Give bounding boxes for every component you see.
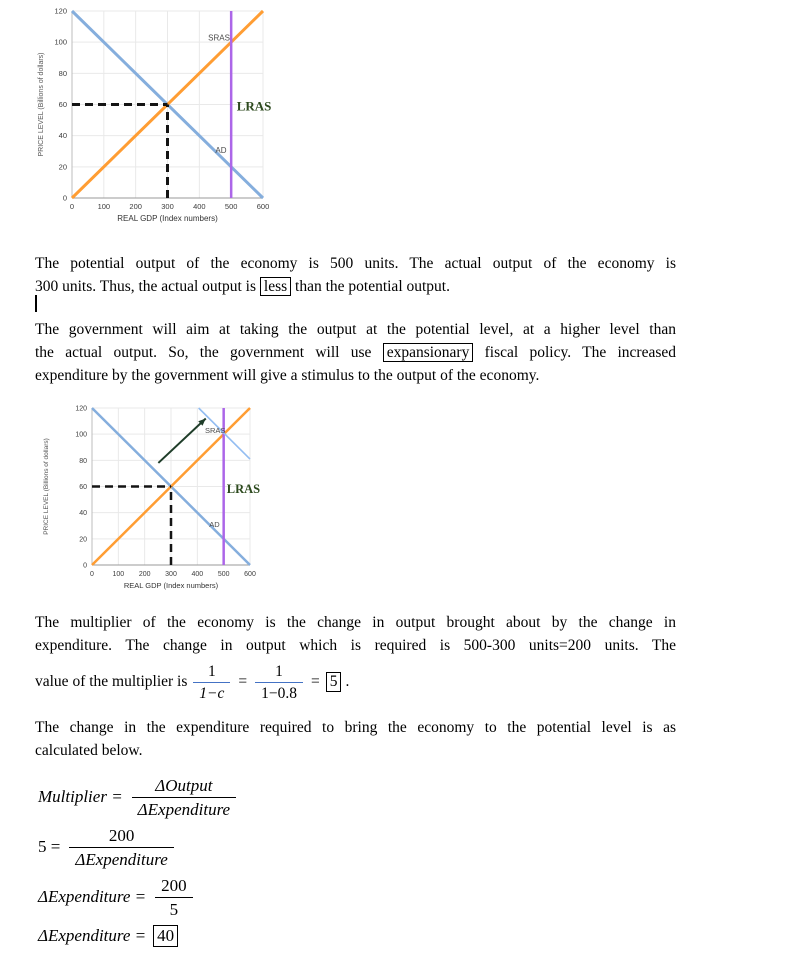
fraction-numerator: 200 — [155, 875, 193, 898]
equals-sign: = — [310, 673, 320, 690]
fraction-output-over-expenditure — [132, 775, 236, 820]
fraction-numerator: 200 — [69, 825, 173, 848]
svg-text:400: 400 — [191, 571, 204, 578]
formula-expenditure-result — [38, 924, 238, 948]
svg-text:SRAS: SRAS — [205, 425, 226, 435]
formula-multiplier-definition — [38, 774, 238, 820]
fraction-numerator: ΔOutput — [132, 775, 236, 798]
svg-text:100: 100 — [112, 571, 125, 578]
text-segment: than the potential output. — [291, 278, 450, 295]
svg-text:300: 300 — [165, 571, 177, 578]
paragraph-potential-output — [35, 252, 676, 298]
svg-text:REAL GDP (Index numbers): REAL GDP (Index numbers) — [117, 214, 218, 223]
fraction-denominator: 1−0.8 — [261, 684, 297, 702]
fraction-numerator: 1 — [255, 662, 303, 683]
text-line — [35, 341, 676, 364]
text-line: The multiplier of the economy is the change in output brought about by the change in — [35, 614, 676, 631]
answer-box-less[interactable]: less — [260, 277, 291, 296]
fraction-200-over-expenditure — [69, 825, 173, 870]
fraction-denominator: ΔExpenditure — [75, 849, 168, 869]
svg-text:500: 500 — [217, 571, 230, 578]
svg-text:600: 600 — [256, 202, 270, 211]
svg-text:SRAS: SRAS — [208, 33, 230, 43]
text-line — [35, 275, 676, 298]
svg-text:40: 40 — [79, 510, 87, 518]
text-segment: value of the multiplier is — [35, 673, 192, 690]
text-line: The government will aim at taking the output at the potential level, at a higher level than — [35, 321, 676, 338]
svg-text:PRICE LEVEL (Billions of dolla: PRICE LEVEL (Billions of dollars) — [38, 52, 45, 157]
answer-box-expansionary[interactable]: expansionary — [383, 343, 474, 362]
svg-text:AD: AD — [215, 145, 227, 155]
formula-lhs: ΔExpenditure = — [38, 887, 147, 906]
svg-text:120: 120 — [54, 6, 67, 16]
fraction-one-over-1-minus-c — [193, 662, 230, 703]
svg-text:0: 0 — [62, 193, 67, 203]
formula-lhs: 5 = — [38, 837, 61, 856]
text-segment: the actual output. So, the government will use — [35, 344, 383, 361]
svg-text:20: 20 — [79, 536, 87, 544]
answer-box-expenditure-value[interactable]: 40 — [153, 925, 178, 947]
ad-as-chart-after-policy — [40, 398, 303, 595]
text-cursor — [35, 295, 37, 312]
svg-text:0: 0 — [69, 202, 75, 211]
equals-sign: = — [238, 673, 248, 690]
svg-text:600: 600 — [244, 571, 256, 578]
paragraph-fiscal-policy — [35, 318, 676, 387]
svg-text:0: 0 — [83, 562, 87, 570]
svg-text:200: 200 — [138, 571, 151, 578]
multiplier-equation-line — [35, 660, 676, 704]
fraction-numerator: 1 — [193, 662, 230, 683]
paragraph-expenditure-change — [35, 716, 676, 762]
text-line: The potential output of the economy is 500 units. The actual output of the economy is — [35, 255, 676, 272]
text-segment: 300 units. Thus, the actual output is — [35, 278, 260, 295]
text-line: expenditure. The change in output which is required is 500-300 units=200 units. The — [35, 637, 676, 654]
svg-text:PRICE LEVEL (Billions of dolla: PRICE LEVEL (Billions of dollars) — [43, 438, 50, 535]
svg-text:60: 60 — [79, 484, 87, 491]
formula-lhs: ΔExpenditure = — [38, 926, 147, 945]
svg-text:60: 60 — [58, 100, 67, 109]
fraction-denominator: 5 — [169, 899, 179, 919]
svg-text:400: 400 — [193, 202, 206, 211]
svg-text:80: 80 — [58, 68, 67, 78]
svg-text:500: 500 — [224, 202, 238, 211]
text-segment: . — [345, 673, 350, 690]
formula-lhs: Multiplier = — [38, 787, 123, 806]
svg-text:100: 100 — [54, 37, 67, 47]
fraction-denominator: 1−c — [199, 684, 225, 702]
svg-text:200: 200 — [129, 202, 142, 211]
svg-text:LRAS: LRAS — [226, 482, 261, 497]
fraction-200-over-5 — [155, 875, 193, 920]
svg-text:20: 20 — [58, 162, 67, 172]
svg-text:LRAS: LRAS — [236, 98, 272, 114]
answer-box-multiplier-value[interactable]: 5 — [326, 672, 342, 692]
fraction-denominator: ΔExpenditure — [137, 799, 231, 819]
svg-text:0: 0 — [90, 571, 94, 578]
svg-text:300: 300 — [161, 202, 174, 211]
svg-text:100: 100 — [75, 431, 87, 439]
text-segment: fiscal policy. The increased — [473, 344, 676, 361]
svg-text:40: 40 — [58, 131, 67, 141]
formula-expenditure-equals-fraction — [38, 874, 238, 920]
svg-text:AD: AD — [209, 520, 220, 530]
text-line: expenditure by the government will give a stimulus to the output of the economy. — [35, 367, 540, 384]
svg-text:120: 120 — [75, 405, 87, 413]
paragraph-multiplier — [35, 611, 676, 704]
text-line: The change in the expenditure required to bring the economy to the potential level is as — [35, 719, 676, 736]
ad-as-chart-before-policy — [35, 3, 324, 228]
formula-five-equals — [38, 824, 238, 870]
svg-text:REAL GDP (Index numbers): REAL GDP (Index numbers) — [123, 581, 219, 590]
svg-text:100: 100 — [97, 202, 111, 211]
text-line: calculated below. — [35, 742, 143, 759]
svg-text:80: 80 — [79, 457, 87, 465]
fraction-one-over-1-minus-0.8 — [255, 662, 303, 703]
derivation-block — [38, 774, 238, 952]
